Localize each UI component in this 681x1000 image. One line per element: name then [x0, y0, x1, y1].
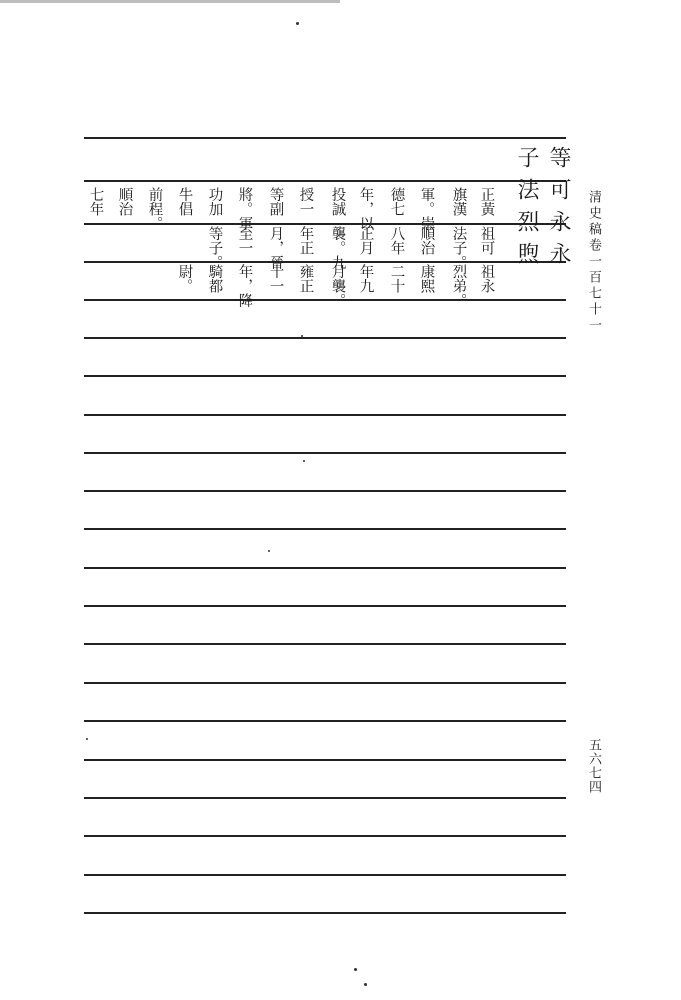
rule-row [84, 682, 566, 684]
scan-speck [364, 983, 367, 986]
band1-column: 軍。崇 [418, 187, 435, 231]
rule-header-bottom [84, 180, 566, 182]
rule-row [84, 452, 566, 454]
band1-column: 牛倡 [176, 187, 193, 216]
band1-column: 年，以 [357, 187, 374, 231]
band2-column: 至一 [236, 226, 253, 255]
scan-speck [86, 738, 88, 740]
band2-column: 順治 [418, 226, 435, 255]
band1-column: 七年 [87, 187, 104, 216]
band2-column: 年正 [297, 226, 314, 255]
page-number: 五六七四 [586, 738, 601, 794]
band1-column: 等副 [267, 187, 284, 216]
band3-column: 雍正 [297, 264, 314, 293]
rule-row [84, 720, 566, 722]
running-head: 清史稿卷一百七十一 [586, 190, 601, 334]
rule-row [84, 375, 566, 377]
band3-column: 二十 [388, 264, 405, 293]
scan-speck [303, 460, 305, 462]
rule-row [84, 643, 566, 645]
band1-column: 德七 [388, 187, 405, 216]
band3-column: 年，降 [236, 264, 253, 308]
band3-column: 十一 [267, 264, 284, 293]
band3-column: 康熙 [418, 264, 435, 293]
scan-speck [354, 968, 357, 971]
band1-column: 正黃 [478, 187, 495, 216]
rule-row [84, 567, 566, 569]
band2-column: 襲。九 [329, 226, 346, 270]
band2-column: 法子。 [450, 226, 467, 270]
rule-top [84, 137, 566, 139]
scan-speck [268, 550, 270, 552]
band3-column: 月襲。 [329, 264, 346, 308]
band2-column: 正月 [357, 226, 374, 255]
band1-column: 投誠 [329, 187, 346, 216]
band1-column: 前程。 [146, 187, 163, 231]
band3-column: 祖永 [478, 264, 495, 293]
rule-row [84, 414, 566, 416]
band2-column: 祖可 [478, 226, 495, 255]
band2-column: 月，晉 [267, 226, 284, 270]
band3-column: 年九 [357, 264, 374, 293]
header-column: 子法烈煦 [514, 146, 539, 274]
rule-row [84, 528, 566, 530]
header-column: 等可永永 [546, 146, 571, 274]
rule-row [84, 299, 566, 301]
band3-column: 烈弟。 [450, 264, 467, 308]
band3-column: 尉。 [176, 264, 193, 293]
top-edge-bar [0, 0, 340, 3]
rule-band2-bottom [84, 261, 566, 263]
rule-row [84, 797, 566, 799]
band1-column: 將。軍 [236, 187, 253, 231]
band1-column: 旗漢 [450, 187, 467, 216]
band1-column: 順治 [116, 187, 133, 216]
band1-column: 授一 [297, 187, 314, 216]
band2-column: 等子。 [206, 226, 223, 270]
rule-bottom [84, 912, 566, 914]
scan-speck [296, 22, 299, 25]
band1-column: 功加 [206, 187, 223, 216]
rule-row [84, 835, 566, 837]
rule-row [84, 759, 566, 761]
rule-row [84, 337, 566, 339]
rule-row [84, 490, 566, 492]
rule-row [84, 874, 566, 876]
scan-speck [301, 335, 303, 337]
band3-column: 騎都 [206, 264, 223, 293]
band2-column: 八年 [388, 226, 405, 255]
rule-row [84, 605, 566, 607]
